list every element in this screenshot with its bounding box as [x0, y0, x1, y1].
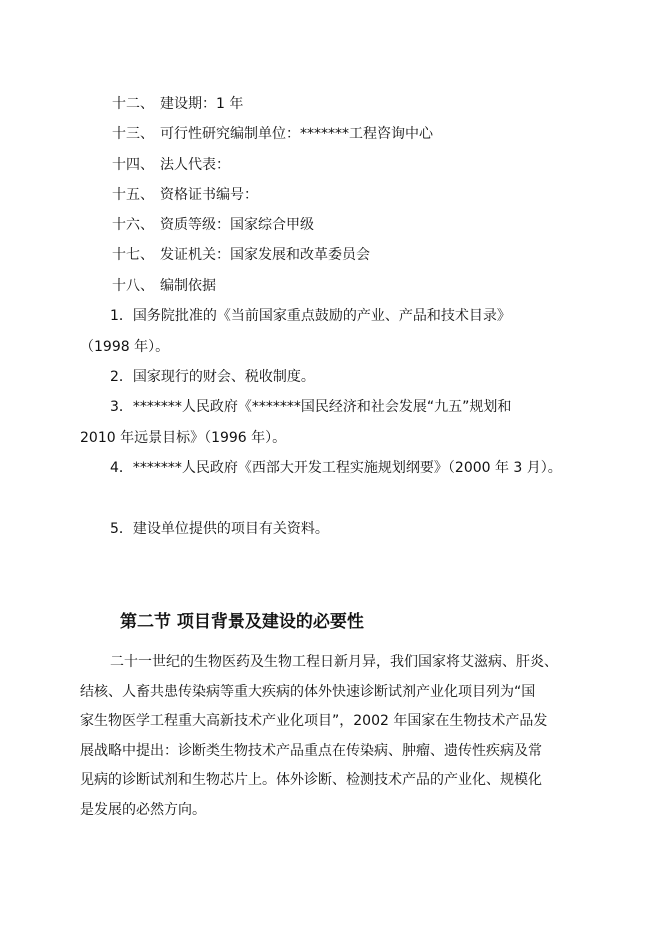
- item-text: 发证机关：国家发展和改革委员会: [160, 247, 370, 263]
- paragraph-line: 见病的诊断试剂和生物芯片上。体外诊断、检测技术产品的产业化、规模化: [80, 772, 542, 788]
- paragraph-line: 是发展的必然方向。: [80, 801, 206, 818]
- item-14: [112, 156, 230, 174]
- item-text: 法人代表：: [160, 157, 230, 173]
- item-17: [112, 246, 370, 264]
- paragraph-line: 结核、人畜共患传染病等重大疾病的体外快速诊断试剂产业化项目列为“国: [80, 683, 536, 700]
- basis-4: 4．*******人民政府《西部大开发工程实施规划纲要》（2000 年 3 月）。: [110, 460, 562, 476]
- item-text: 资质等级：国家综合甲级: [160, 217, 314, 233]
- item-number: 十四、: [112, 157, 154, 173]
- basis-1-line-2: （1998 年）。: [80, 339, 170, 355]
- item-number: 十七、: [112, 247, 154, 263]
- item-text: 建设期：1 年: [160, 96, 244, 112]
- basis-3-line-2: 2010 年远景目标》（1996 年）。: [80, 430, 287, 446]
- item-number: 十二、: [112, 96, 154, 112]
- paragraph-line: 展战略中提出：诊断类生物技术产品重点在传染病、肿瘤、遗传性疾病及常: [80, 742, 542, 759]
- item-number: 十五、: [112, 187, 154, 203]
- item-number: 十三、: [112, 126, 154, 142]
- paragraph-line: 家生物医学工程重大高新技术产业化项目”，2002 年国家在生物技术产品发: [80, 713, 548, 729]
- item-number: 十六、: [112, 217, 154, 233]
- item-18: [112, 277, 216, 295]
- paragraph-line: 二十一世纪的生物医药及生物工程日新月异，我们国家将艾滋病、肝炎、: [110, 654, 558, 670]
- item-text: 可行性研究编制单位：*******工程咨询中心: [160, 126, 433, 142]
- section-heading: 第二节 项目背景及建设的必要性: [120, 612, 364, 632]
- basis-3-line-1: 3．*******人民政府《*******国民经济和社会发展“九五”规划和: [110, 399, 512, 415]
- basis-2: 2．国家现行的财会、税收制度。: [110, 369, 315, 385]
- basis-1-line-1: 1．国务院批准的《当前国家重点鼓励的产业、产品和技术目录》: [110, 308, 511, 324]
- item-text: 资格证书编号：: [160, 187, 258, 203]
- basis-5: 5．建设单位提供的项目有关资料。: [110, 521, 329, 537]
- item-number: 十八、: [112, 278, 154, 294]
- item-12: [112, 95, 243, 113]
- item-text: 编制依据: [160, 278, 216, 294]
- item-15: [112, 186, 258, 204]
- item-13: [112, 125, 433, 143]
- item-16: [112, 216, 314, 234]
- section-paragraph: [80, 648, 600, 825]
